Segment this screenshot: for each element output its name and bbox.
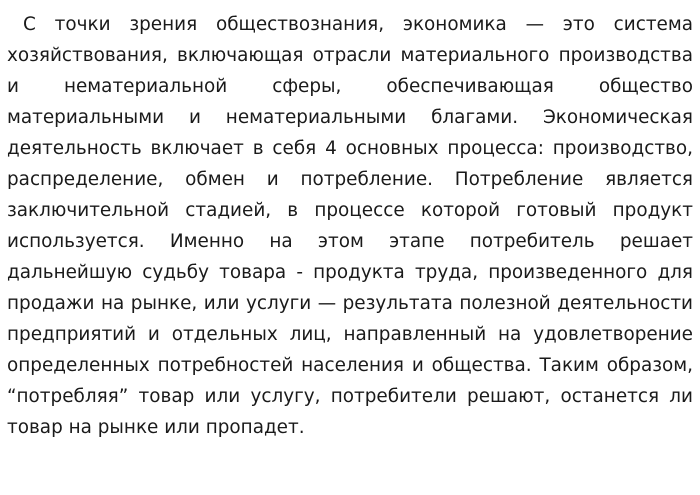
document-page	[7, 9, 693, 443]
body-paragraph: С точки зрения обществознания, экономика — это система хозяйствования, включающая отрасли материального производства и нематериальной сферы, обеспечивающая общество материальными и нематериальными благами. Экономическая деятельность включает в себя 4 основных процесса: производство, распределение, обмен и потребление. Потребление является заключительной стадией, в процессе которой готовый продукт используется. Именно на этом этапе потребитель решает дальнейшую судьбу товара - продукта труда, произведенного для продажи на рынке, или услуги — результата полезной деятельности предприятий и отдельных лиц, направленный на удовлетворение определенных потребностей населения и общества. Таким образом, “потребляя” товар или услугу, потребители решают, останется ли товар на рынке или пропадет.	[7, 14, 693, 438]
